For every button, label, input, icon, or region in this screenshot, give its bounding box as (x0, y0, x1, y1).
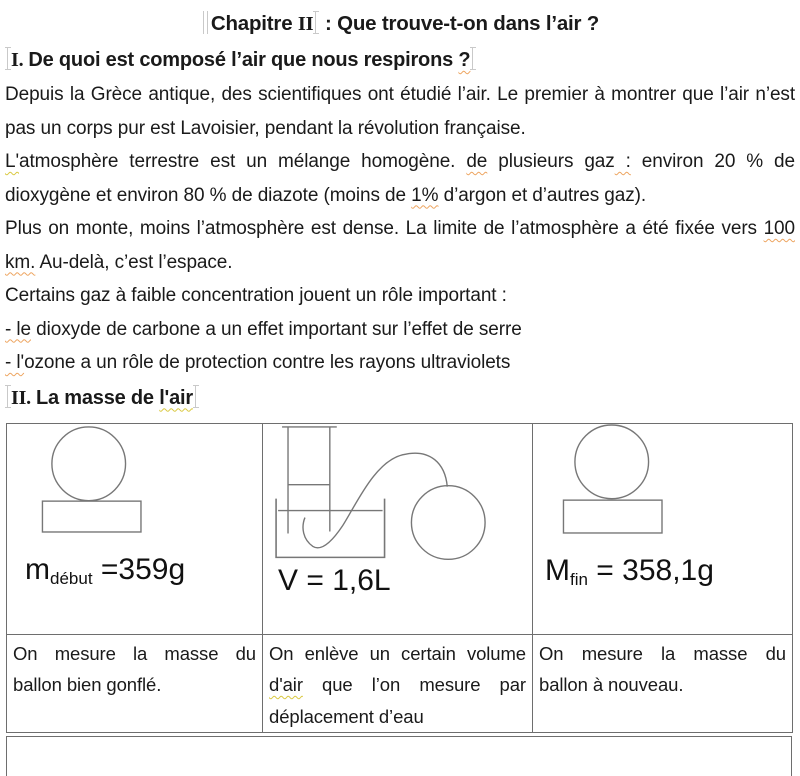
balloon-circle (575, 424, 649, 498)
frame-marker (201, 11, 211, 34)
scale-rect (563, 500, 662, 533)
description-step-2: On enlève un certain volume d'air que l’on mesure par déplacement d’eau (263, 634, 533, 733)
paragraph-1: Depuis la Grèce antique, des scientifiques ont étudié l’air. Le premier à montrer que l’air n’est pas un corps pur est Lavoisier, pendant la révolution française. (5, 84, 795, 139)
frame-marker (313, 11, 319, 34)
paragraph-4: Certains gaz à faible concentration jouent un rôle important : (5, 285, 507, 306)
title-text-post: : Que trouve-t-on dans l’air ? (319, 12, 600, 35)
experiment-table (6, 423, 793, 734)
bullet-2: - l'ozone a un rôle de protection contre les rayons ultraviolets (5, 352, 511, 373)
experiment-step-3-cell (533, 423, 793, 634)
caption-mass-initial: $m_{début} =359g$ (25, 552, 186, 588)
frame-marker (5, 47, 11, 70)
section-heading-2 (5, 380, 795, 416)
frame-marker (5, 385, 11, 408)
balloon-circle (52, 426, 126, 500)
section-2-numeral: II. (11, 386, 31, 409)
section-2-label: La masse de l'air (35, 386, 193, 409)
description-step-1: On mesure la masse du ballon bien gonflé. (7, 634, 263, 733)
empty-table-row (6, 736, 792, 776)
description-step-3: On mesure la masse du ballon à nouveau. (533, 634, 793, 733)
paragraph-3: Plus on monte, moins l’atmosphère est dense. La limite de l’atmosphère a été fixée vers 100 km. Au-delà, c’est l’espace. (5, 218, 795, 273)
experiment-step-2-cell (263, 423, 533, 634)
paragraph-2: L'atmosphère terrestre est un mélange homogène. de plusieurs gaz : environ 20 % de dioxygène et environ 80 % de diazote (moins de 1% d’argon et d’autres gaz). (5, 151, 795, 206)
section-heading-1 (5, 42, 795, 78)
frame-marker (193, 385, 199, 408)
caption-mass-final: $M_{fin} = 358,1g$ (545, 553, 714, 589)
section-1-numeral: I. (11, 49, 24, 71)
section-1-label: De quoi est composé l’air que nous respirons ? (28, 49, 471, 71)
balloon-circle (411, 485, 485, 559)
tube-to-balloon (303, 453, 447, 548)
scale-rect (42, 501, 141, 532)
bullet-1: - le dioxyde de carbone a un effet important sur l’effet de serre (5, 318, 522, 340)
title-chapter-numeral: II (297, 13, 314, 35)
table-row-drawings (7, 423, 793, 634)
title-text-pre: Chapitre (210, 12, 298, 35)
caption-volume: V = 1,6L (278, 563, 391, 597)
balloon-on-scale-drawing (7, 424, 262, 634)
experiment-step-1-cell (7, 423, 263, 634)
balloon-on-scale-drawing (533, 424, 792, 634)
page-title (5, 6, 795, 42)
frame-marker (470, 47, 476, 70)
table-row-descriptions (7, 634, 793, 733)
